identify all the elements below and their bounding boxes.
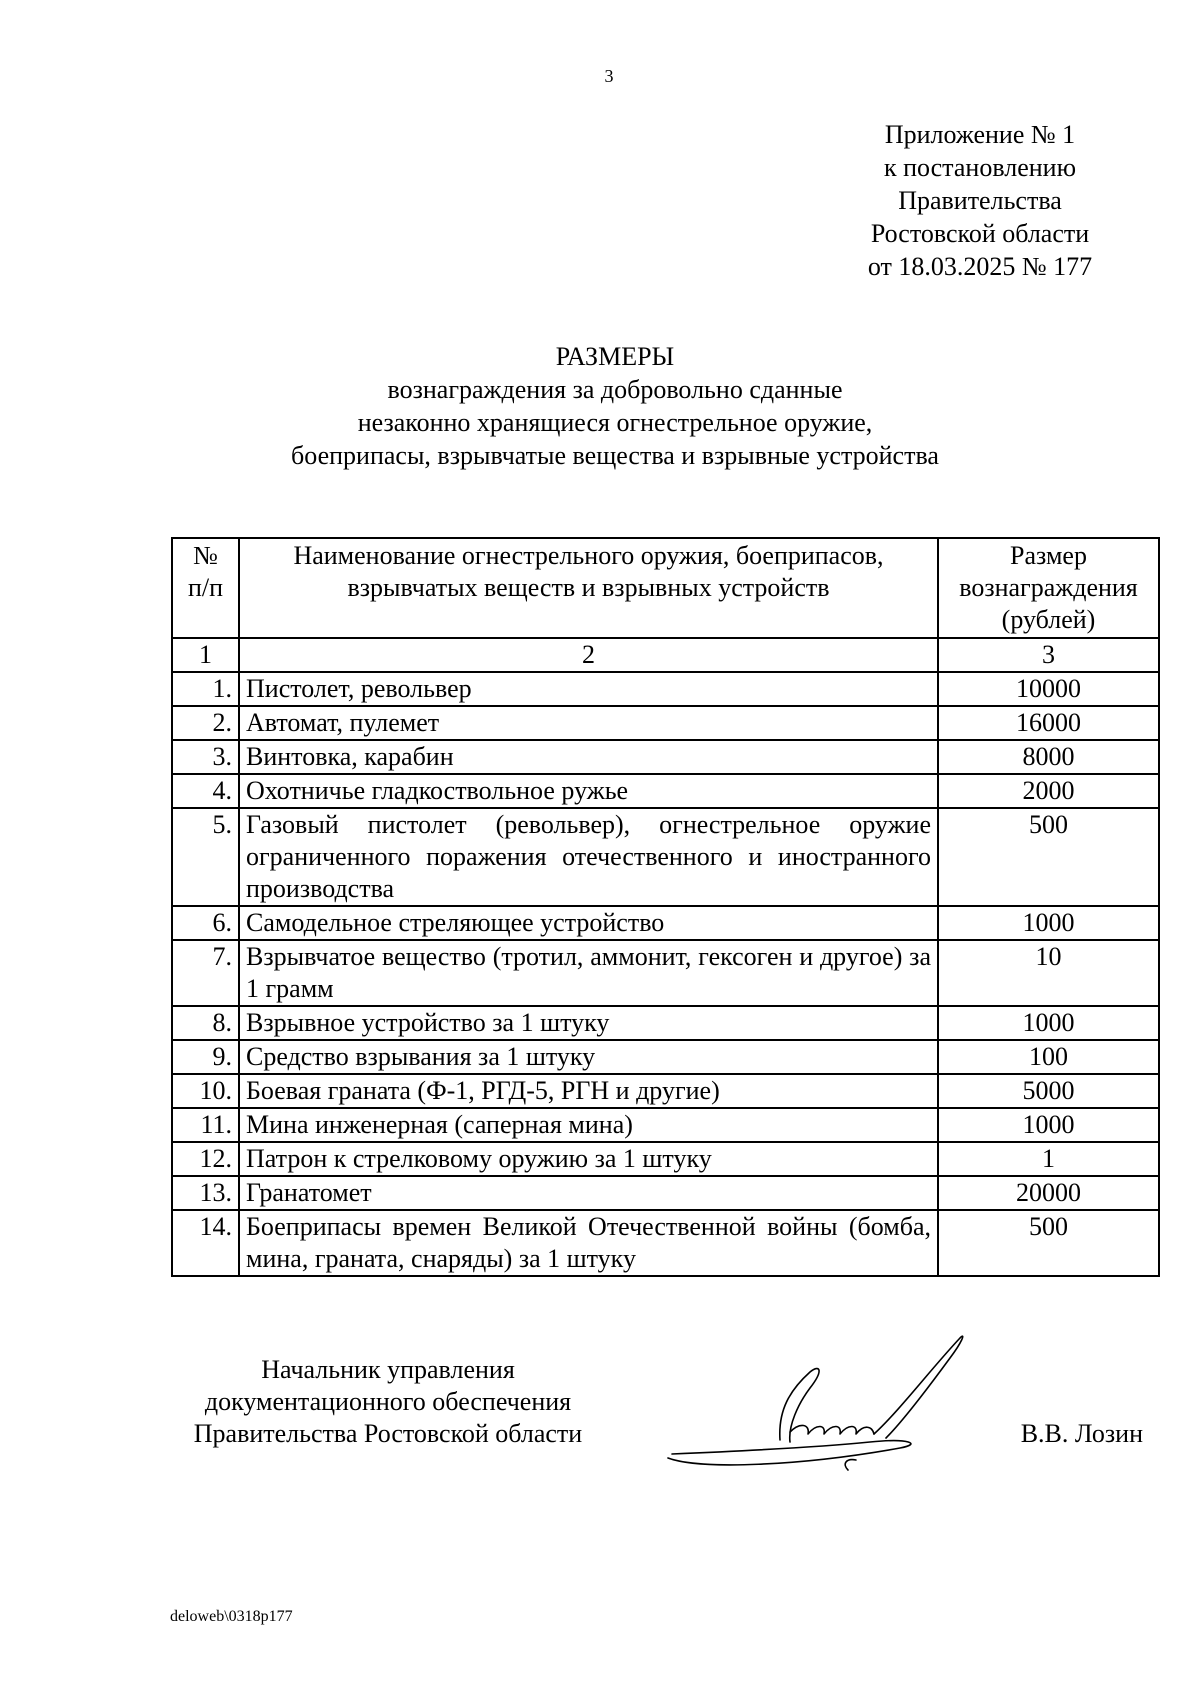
signature-position [168,1354,608,1450]
appendix-line: Ростовской области [870,219,1090,248]
row-name: Взрывное устройство за 1 штуку [239,1006,938,1040]
row-amount: 1 [938,1142,1159,1176]
row-name: Боевая граната (Ф-1, РГД-5, РГН и другие) [239,1074,938,1108]
row-amount: 5000 [938,1074,1159,1108]
row-name: Самодельное стреляющее устройство [239,906,938,940]
row-number: 12. [172,1142,239,1176]
header-name: Наименование огнестрельного оружия, боеприпасов, взрывчатых веществ и взрывных устройств [239,538,938,638]
row-name: Газовый пистолет (револьвер), огнестрельное оружие ограниченного поражения отечественного и иностранного производства [239,808,938,906]
footer-code: deloweb\0318p177 [170,1608,293,1625]
column-number: 2 [239,638,938,672]
title-line: вознаграждения за добровольно сданные [387,375,843,404]
column-number: 3 [938,638,1159,672]
row-number: 3. [172,740,239,774]
rewards-table [171,537,1160,1277]
appendix-line: Правительства [898,186,1062,215]
row-number: 10. [172,1074,239,1108]
page-number: 3 [604,66,614,86]
appendix-line: от 18.03.2025 № 177 [867,252,1093,281]
row-name: Винтовка, карабин [239,740,938,774]
document-title [0,340,1200,472]
row-amount: 8000 [938,740,1159,774]
row-number: 2. [172,706,239,740]
row-name: Охотничье гладкоствольное ружье [239,774,938,808]
appendix-block [830,118,1130,283]
row-amount: 2000 [938,774,1159,808]
column-number-row [172,638,1159,672]
row-name: Патрон к стрелковому оружию за 1 штуку [239,1142,938,1176]
title-heading: РАЗМЕРЫ [555,342,675,371]
table-row [172,1006,1159,1040]
table-row [172,808,1159,906]
table-row [172,740,1159,774]
row-number: 6. [172,906,239,940]
row-amount: 500 [938,808,1159,906]
row-amount: 16000 [938,706,1159,740]
row-amount: 20000 [938,1176,1159,1210]
header-amount: Размер вознаграждения (рублей) [938,538,1159,638]
position-line: документационного обеспечения [204,1387,572,1416]
appendix-line: к постановлению [883,153,1077,182]
row-amount: 100 [938,1040,1159,1074]
row-amount: 500 [938,1210,1159,1276]
row-number: 5. [172,808,239,906]
column-number: 1 [172,638,239,672]
position-line: Правительства Ростовской области [193,1419,583,1448]
row-name: Автомат, пулемет [239,706,938,740]
row-name: Гранатомет [239,1176,938,1210]
row-number: 1. [172,672,239,706]
header-number: № п/п [172,538,239,638]
table-row [172,1040,1159,1074]
row-amount: 10 [938,940,1159,1006]
row-number: 7. [172,940,239,1006]
table-header-row [172,538,1159,638]
table-row [172,1210,1159,1276]
table-row [172,1176,1159,1210]
table-row [172,1108,1159,1142]
table-row [172,672,1159,706]
row-name: Боеприпасы времен Великой Отечественной войны (бомба, мина, граната, снаряды) за 1 штуку [239,1210,938,1276]
position-line: Начальник управления [261,1355,515,1384]
table-row [172,1074,1159,1108]
row-number: 13. [172,1176,239,1210]
title-line: незаконно хранящиеся огнестрельное оружие, [357,408,873,437]
appendix-line: Приложение № 1 [884,120,1076,149]
row-amount: 1000 [938,1006,1159,1040]
row-number: 9. [172,1040,239,1074]
handwritten-signature [660,1330,1000,1480]
row-amount: 10000 [938,672,1159,706]
row-amount: 1000 [938,1108,1159,1142]
row-name: Средство взрывания за 1 штуку [239,1040,938,1074]
row-number: 11. [172,1108,239,1142]
title-line: боеприпасы, взрывчатые вещества и взрывные устройства [291,441,939,470]
row-amount: 1000 [938,906,1159,940]
table-row [172,774,1159,808]
row-number: 14. [172,1210,239,1276]
table-row [172,706,1159,740]
row-name: Мина инженерная (саперная мина) [239,1108,938,1142]
row-name: Взрывчатое вещество (тротил, аммонит, гексоген и другое) за 1 грамм [239,940,938,1006]
row-number: 4. [172,774,239,808]
row-number: 8. [172,1006,239,1040]
table-row [172,1142,1159,1176]
signer-name: В.В. Лозин [1020,1419,1143,1448]
table-row [172,906,1159,940]
table-row [172,940,1159,1006]
row-name: Пистолет, револьвер [239,672,938,706]
